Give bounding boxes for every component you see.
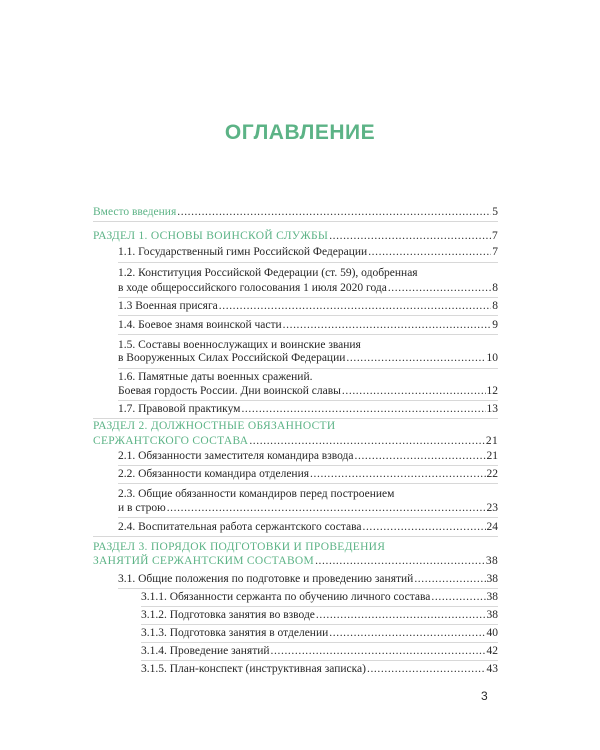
toc-entry-page: 38 bbox=[486, 573, 498, 585]
leader-dots bbox=[177, 205, 491, 219]
toc-entry-intro[interactable] bbox=[93, 205, 498, 219]
leader-dots bbox=[431, 590, 485, 604]
toc-entry-3-1-4[interactable] bbox=[141, 644, 498, 658]
leader-dots bbox=[414, 572, 485, 586]
toc-entry-label: 3.1.5. План-конспект (инструктивная записка) bbox=[141, 663, 366, 675]
toc-entry-3-1-1[interactable] bbox=[141, 590, 498, 604]
toc-entry-page: 7 bbox=[491, 230, 498, 242]
toc-entry-2-3-line1[interactable]: 2.3. Общие обязанности командиров перед построением bbox=[118, 488, 395, 500]
divider bbox=[141, 642, 498, 643]
toc-entry-page: 23 bbox=[486, 502, 498, 514]
leader-dots bbox=[310, 467, 485, 481]
toc-entry-label: Вместо введения bbox=[93, 206, 177, 218]
toc-entry-page: 8 bbox=[492, 282, 498, 294]
toc-entry-page: 22 bbox=[486, 468, 498, 480]
toc-entry-label: ЗАНЯТИЙ СЕРЖАНТСКИМ СОСТАВОМ bbox=[93, 555, 315, 567]
toc-section-1[interactable] bbox=[93, 229, 498, 243]
toc-entry-page: 21 bbox=[485, 435, 498, 447]
toc-entry-label: 2.1. Обязанности заместителя командира взвода bbox=[118, 450, 354, 462]
toc-title: ОГЛАВЛЕНИЕ bbox=[224, 121, 376, 144]
toc-section-3-line1[interactable]: РАЗДЕЛ 3. ПОРЯДОК ПОДГОТОВКИ И ПРОВЕДЕНИЯ bbox=[93, 541, 386, 553]
toc-section-2-line1[interactable]: РАЗДЕЛ 2. ДОЛЖНОСТНЫЕ ОБЯЗАННОСТИ bbox=[93, 420, 336, 432]
toc-entry-label: Боевая гордость России. Дни воинской славы bbox=[118, 385, 341, 397]
divider bbox=[93, 221, 498, 222]
toc-entry-label: 3.1.4. Проведение занятий bbox=[141, 645, 270, 657]
toc-entry-label: 3.1. Общие положения по подготовке и проведению занятий bbox=[118, 573, 414, 585]
leader-dots bbox=[346, 351, 485, 365]
toc-entry-label: 1.1. Государственный гимн Российской Федерации bbox=[118, 246, 368, 258]
leader-dots bbox=[342, 384, 486, 398]
leader-dots bbox=[315, 554, 485, 568]
divider bbox=[118, 400, 498, 401]
leader-dots bbox=[167, 501, 486, 515]
toc-entry-page: 38 bbox=[486, 591, 498, 603]
toc-entry-page: 24 bbox=[486, 521, 498, 533]
toc-entry-1-1[interactable] bbox=[118, 245, 498, 259]
toc-entry-label: 2.4. Воспитательная работа сержантского состава bbox=[118, 521, 362, 533]
toc-entry-page: 40 bbox=[486, 627, 498, 639]
leader-dots bbox=[355, 449, 486, 463]
leader-dots bbox=[329, 626, 485, 640]
divider bbox=[118, 297, 498, 298]
leader-dots bbox=[368, 245, 491, 259]
page-number: 3 bbox=[481, 689, 488, 703]
toc-entry-label: СЕРЖАНТСКОГО СОСТАВА bbox=[93, 435, 249, 447]
toc-entry-label: и в строю bbox=[118, 502, 166, 514]
toc-entry-1-7[interactable] bbox=[118, 402, 498, 416]
toc-entry-2-3[interactable] bbox=[118, 501, 498, 515]
toc-entry-1-3[interactable] bbox=[118, 299, 498, 313]
toc-entry-page: 8 bbox=[492, 300, 498, 312]
toc-entry-label: 3.1.3. Подготовка занятия в отделении bbox=[141, 627, 329, 639]
divider bbox=[118, 368, 498, 369]
toc-entry-label: 3.1.1. Обязанности сержанта по обучению личного состава bbox=[141, 591, 431, 603]
divider bbox=[118, 262, 498, 263]
leader-dots bbox=[388, 281, 491, 295]
divider bbox=[118, 588, 498, 589]
divider bbox=[118, 517, 498, 518]
toc-section-2[interactable] bbox=[93, 434, 498, 448]
toc-entry-page: 5 bbox=[492, 206, 498, 218]
divider bbox=[118, 465, 498, 466]
toc-entry-label: 1.7. Правовой практикум bbox=[118, 403, 241, 415]
divider bbox=[118, 334, 498, 335]
divider bbox=[141, 660, 498, 661]
toc-entry-label: 3.1.2. Подготовка занятия во взводе bbox=[141, 609, 315, 621]
toc-entry-page: 38 bbox=[485, 555, 498, 567]
toc-entry-1-5-line1[interactable]: 1.5. Составы военнослужащих и воинские звания bbox=[118, 339, 361, 351]
leader-dots bbox=[249, 434, 485, 448]
toc-entry-page: 9 bbox=[492, 319, 498, 331]
toc-entry-1-2-line1[interactable]: 1.2. Конституция Российской Федерации (ст. 59), одобренная bbox=[118, 267, 418, 279]
divider bbox=[118, 483, 498, 484]
toc-entry-3-1-5[interactable] bbox=[141, 662, 498, 676]
leader-dots bbox=[283, 318, 492, 332]
leader-dots bbox=[367, 662, 486, 676]
toc-entry-label: в Вооруженных Силах Российской Федерации bbox=[118, 352, 346, 364]
toc-entry-page: 21 bbox=[486, 450, 498, 462]
leader-dots bbox=[329, 229, 491, 243]
toc-entry-page: 10 bbox=[486, 352, 498, 364]
toc-entry-label: 2.2. Обязанности командира отделения bbox=[118, 468, 310, 480]
toc-entry-2-4[interactable] bbox=[118, 520, 498, 534]
toc-entry-page: 13 bbox=[486, 403, 498, 415]
toc-entry-1-6[interactable] bbox=[118, 384, 498, 398]
toc-entry-page: 38 bbox=[486, 609, 498, 621]
toc-entry-page: 7 bbox=[492, 246, 498, 258]
toc-entry-page: 43 bbox=[486, 663, 498, 675]
toc-entry-1-5[interactable] bbox=[118, 351, 498, 365]
toc-entry-1-2[interactable] bbox=[118, 281, 498, 295]
toc-entry-3-1-2[interactable] bbox=[141, 608, 498, 622]
divider bbox=[118, 315, 498, 316]
toc-entry-3-1[interactable] bbox=[118, 572, 498, 586]
leader-dots bbox=[241, 402, 485, 416]
toc-entry-1-4[interactable] bbox=[118, 318, 498, 332]
leader-dots bbox=[316, 608, 486, 622]
toc-entry-page: 42 bbox=[486, 645, 498, 657]
divider bbox=[141, 624, 498, 625]
toc-entry-page: 12 bbox=[486, 385, 498, 397]
toc-entry-label: 1.4. Боевое знамя воинской части bbox=[118, 319, 282, 331]
toc-section-3[interactable] bbox=[93, 554, 498, 568]
toc-entry-2-2[interactable] bbox=[118, 467, 498, 481]
toc-entry-2-1[interactable] bbox=[118, 449, 498, 463]
leader-dots bbox=[362, 520, 485, 534]
leader-dots bbox=[271, 644, 486, 658]
divider bbox=[141, 606, 498, 607]
toc-entry-label: в ходе общероссийского голосования 1 июля 2020 года bbox=[118, 282, 387, 294]
divider bbox=[93, 536, 498, 537]
toc-entry-1-6-line1[interactable]: 1.6. Памятные даты военных сражений. bbox=[118, 371, 313, 383]
leader-dots bbox=[219, 299, 491, 313]
toc-entry-3-1-3[interactable] bbox=[141, 626, 498, 640]
toc-entry-label: РАЗДЕЛ 1. ОСНОВЫ ВОИНСКОЙ СЛУЖБЫ bbox=[93, 230, 329, 242]
toc-entry-label: 1.3 Военная присяга bbox=[118, 300, 218, 312]
